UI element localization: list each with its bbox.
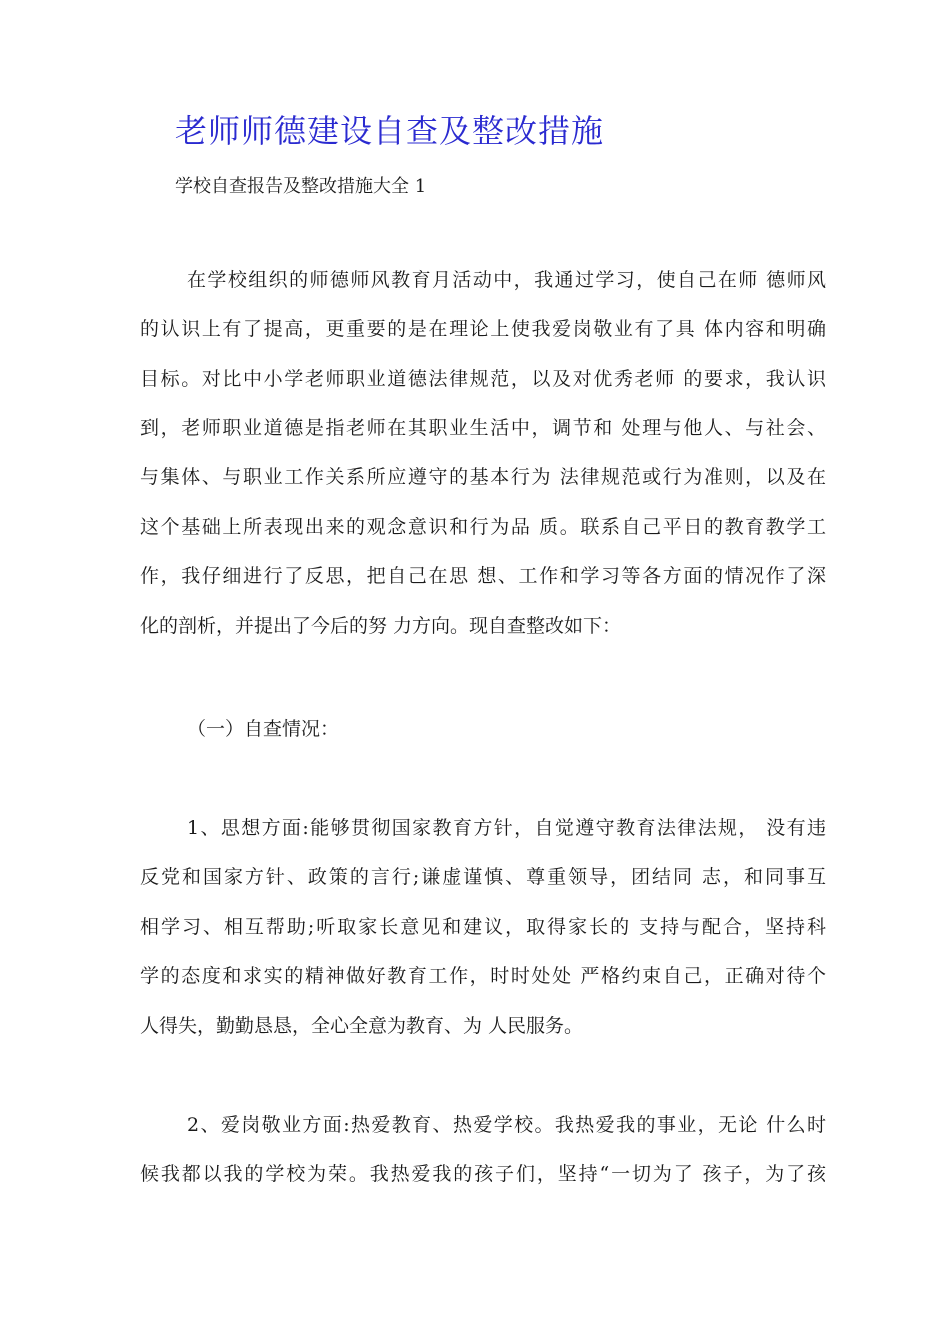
item1-line: 学的态度和求实的精神做好教育工作，时时处处 严格约束自己，正确对待个 bbox=[140, 965, 826, 987]
intro-line: 作，我仔细进行了反思，把自己在思 想、工作和学习等各方面的情况作了深 bbox=[140, 565, 826, 587]
intro-line: 与集体、与职业工作关系所应遵守的基本行为 法律规范或行为准则，以及在 bbox=[140, 466, 826, 488]
intro-line: 这个基础上所表现出来的观念意识和行为品 质。联系自己平日的教育教学工 bbox=[140, 516, 826, 538]
intro-line: 目标。对比中小学老师职业道德法律规范，以及对优秀老师 的要求，我认识 bbox=[140, 368, 826, 390]
item1-line: 相学习、相互帮助;听取家长意见和建议，取得家长的 支持与配合，坚持科 bbox=[140, 916, 826, 938]
item2-line: 2、爱岗敬业方面:热爱教育、热爱学校。我热爱我的事业，无论 什么时 bbox=[187, 1114, 826, 1136]
section-heading: （一）自查情况： bbox=[187, 718, 340, 740]
document-subtitle: 学校自查报告及整改措施大全 1 bbox=[175, 176, 427, 197]
intro-line: 到，老师职业道德是指老师在其职业生活中，调节和 处理与他人、与社会、 bbox=[140, 417, 826, 439]
item1-line: 1、思想方面:能够贯彻国家教育方针，自觉遵守教育法律法规， 没有违 bbox=[187, 817, 826, 839]
document-title: 老师师德建设自查及整改措施 bbox=[175, 112, 605, 150]
item1-line: 人得失，勤勤恳恳，全心全意为教育、为 人民服务。 bbox=[140, 1015, 584, 1037]
item2-line: 候我都以我的学校为荣。我热爱我的孩子们，坚持“一切为了 孩子，为了孩 bbox=[140, 1163, 826, 1185]
intro-line: 化的剖析，并提出了今后的努 力方向。现自查整改如下： bbox=[140, 615, 622, 637]
intro-line: 的认识上有了提高，更重要的是在理论上使我爱岗敬业有了具 体内容和明确 bbox=[140, 318, 826, 340]
intro-line: 在学校组织的师德师风教育月活动中，我通过学习，使自己在师 德师风 bbox=[187, 269, 826, 291]
item1-line: 反党和国家方针、政策的言行;谦虚谨慎、尊重领导，团结同 志，和同事互 bbox=[140, 866, 826, 888]
